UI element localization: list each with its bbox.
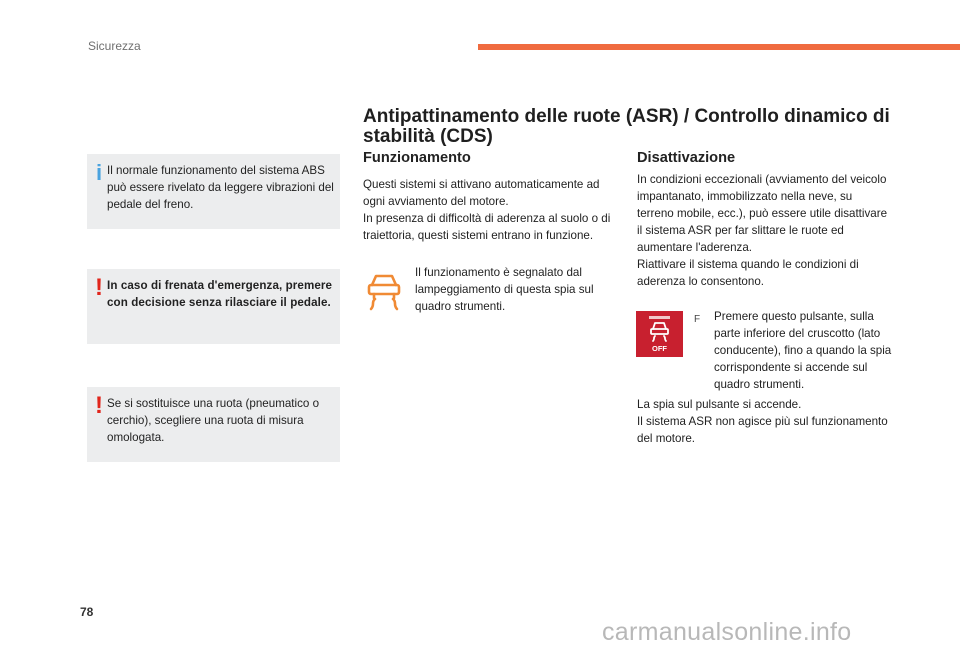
warning-icon: ! (95, 274, 103, 301)
info-icon: i (95, 160, 103, 185)
result-line-1: La spia sul pulsante si accende. (637, 398, 802, 411)
deactivation-paragraph-1: In condizioni eccezionali (avviamento del veicolo impantanato, immobilizzato nella neve, su terreno mobile, ecc.), può essere utile disattivare il sistema ASR per far slittare le ruote ed aumentare l'aderenza. (637, 173, 888, 254)
warning-icon: ! (95, 392, 103, 419)
deactivation-result (637, 396, 889, 447)
page-title: Antipattinamento delle ruote (ASR) / Controllo dinamico di stabilità (CDS) (363, 106, 890, 147)
bullet-symbol: F (694, 314, 701, 325)
warning-note-text: In caso di frenata d'emergenza, premere con decisione senza rilasciare il pedale. (107, 279, 333, 309)
info-note (87, 154, 340, 229)
functioning-text (363, 176, 618, 244)
page-number: 78 (80, 605, 94, 619)
watermark: carmanualsonline.info (602, 618, 852, 646)
lamp-description: Il funzionamento è segnalato dal lampeggiamento di questa spia sul quadro strumenti. (415, 266, 594, 313)
functioning-paragraph-2: In presenza di difficoltà di aderenza al suolo o di traiettoria, questi sistemi entrano in funzione. (363, 212, 611, 242)
press-button-instruction: Premere questo pulsante, sulla parte inferiore del cruscotto (lato conducente), fino a quando la spia corrispondente si accende sul quadro strumenti. (714, 310, 892, 391)
section-label: Sicurezza (88, 39, 141, 53)
asr-off-button-icon (636, 311, 683, 357)
info-note-text: Il normale funzionamento del sistema ABS può essere rivelato da leggere vibrazioni del pedale del freno. (107, 164, 334, 211)
stability-control-warning-icon (366, 271, 402, 311)
deactivation-paragraph-2: Riattivare il sistema quando le condizioni di aderenza lo consentono. (637, 258, 859, 288)
header-accent-bar (478, 44, 960, 50)
deactivation-text (637, 171, 889, 290)
functioning-heading: Funzionamento (363, 150, 471, 166)
warning-note-text: Se si sostituisce una ruota (pneumatico o cerchio), scegliere una ruota di misura omologata. (107, 397, 320, 444)
deactivation-heading: Disattivazione (637, 150, 736, 166)
result-line-2: Il sistema ASR non agisce più sul funzionamento del motore. (637, 415, 888, 445)
off-label: OFF (652, 344, 667, 353)
warning-note-wheel-replacement (87, 387, 340, 462)
functioning-paragraph-1: Questi sistemi si attivano automaticamente ad ogni avviamento del motore. (363, 178, 600, 208)
warning-note-emergency-braking (87, 269, 340, 344)
